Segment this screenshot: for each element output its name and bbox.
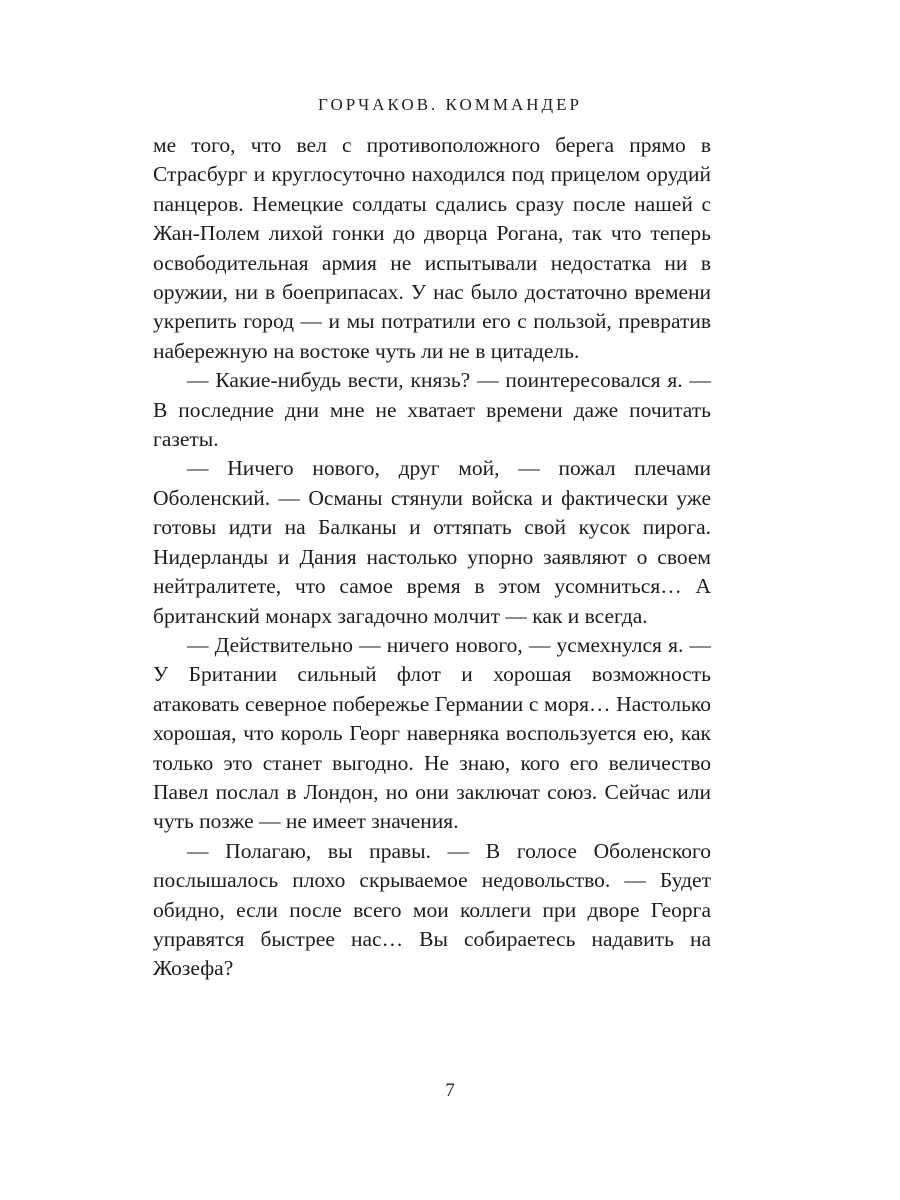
running-header: ГОРЧАКОВ. КОММАНДЕР [318,95,582,114]
page-number: 7 [445,1080,455,1101]
body-text [153,131,711,984]
paragraph-dialogue: — Какие-нибудь вести, князь? — поинтересовался я. — В последние дни мне не хватает времени даже почитать газеты. [153,368,711,452]
paragraph-dialogue: — Ничего нового, друг мой, — пожал плечами Оболенский. — Османы стянули войска и фактически уже готовы идти на Балканы и оттяпать свой кусок пирога. Нидерланды и Дания настолько упорно заявляют о своем нейтралитете, что самое время в этом усомниться… А британский монарх загадочно молчит — как и всегда. [153,456,711,628]
paragraph-dialogue: — Полагаю, вы правы. — В голосе Оболенского послышалось плохо скрываемое недовольство. — Будет обидно, если после всего мои коллеги при дворе Георга управятся быстрее нас… Вы собираетесь надавить на Жозефа? [153,838,711,981]
paragraph-dialogue: — Действительно — ничего нового, — усмехнулся я. — У Британии сильный флот и хорошая возможность атаковать северное побережье Германии с моря… Настолько хорошая, что король Георг наверняка воспользуется ею, как только это станет выгодно. Не знаю, кого его величество Павел послал в Лондон, но они заключат союз. Сейчас или чуть позже — не имеет значения. [153,632,711,834]
paragraph-continuation: ме того, что вел с противоположного берега прямо в Страсбург и круглосуточно находился под прицелом орудий панцеров. Немецкие солдаты сдались сразу после нашей с Жан-Полем лихой гонки до дворца Рогана, так что теперь освободительная армия не испытывали недостатка ни в оружии, ни в боеприпасах. У нас было достаточно времени укрепить город — и мы потратили его с пользой, превратив набережную на востоке чуть ли не в цитадель. [153,133,711,363]
